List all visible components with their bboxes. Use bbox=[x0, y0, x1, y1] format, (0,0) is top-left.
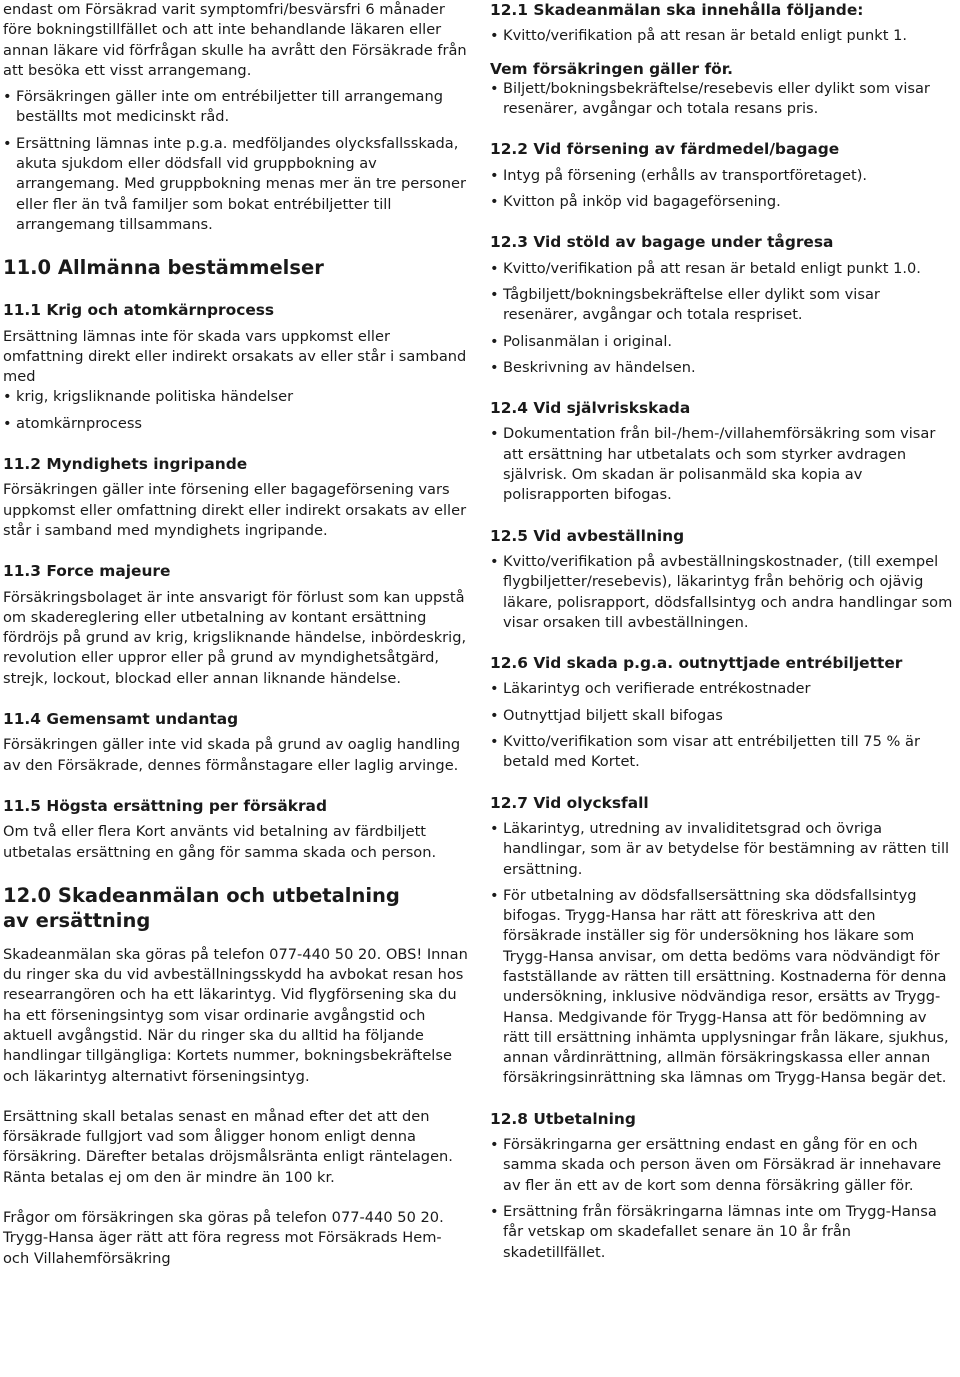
intro-bullets bbox=[3, 87, 471, 235]
list-item: • atomkärnprocess bbox=[3, 414, 471, 434]
section-11-4-text: Försäkringen gäller inte vid skada på grund av oaglig handling av den Försäkrade, dennes förmånstagare eller laglig arvinge. bbox=[3, 736, 461, 774]
section-12-paragraph-3: Frågor om försäkringen ska göras på telefon 077-440 50 20. Trygg-Hansa äger rätt att föra regress mot Försäkrads Hem- och Villahemförsäkring bbox=[3, 1209, 444, 1267]
section-12-paragraph-1: Skadeanmälan ska göras på telefon 077-440 50 20. OBS! Innan du ringer ska du vid avbeställningsskydd ha avbokat resan hos researrangören och ha ett läkarintyg. Vid flygförsening ska du ha ett förseningsintyg som visar ordinarie avgångstid och aktuell avgångstid. När du ringer ska du alltid ha följande handlingar tillgängliga: Kortets nummer, bokningsbekräftelse och läkarintyg alternativt förseningsintyg. bbox=[3, 945, 468, 1085]
section-11-3-title: 11.3 Force majeure bbox=[3, 562, 171, 581]
section-12-5-bullets bbox=[490, 552, 956, 633]
list-item: • Kvitto/verifikation på att resan är betald enligt punkt 1. bbox=[490, 26, 956, 46]
section-12-3-bullets bbox=[490, 259, 956, 378]
list-item: • Outnyttjad biljett skall bifogas bbox=[490, 706, 956, 726]
section-12-1-subtitle: Vem försäkringen gäller för. bbox=[490, 59, 733, 78]
section-11-4-title: 11.4 Gemensamt undantag bbox=[3, 710, 239, 729]
list-item: • Ersättning från försäkringarna lämnas inte om Trygg-Hansa får vetskap om skadefallet senare än 10 år från skadetillfället. bbox=[490, 1202, 956, 1263]
section-12-4-bullets bbox=[490, 424, 956, 505]
left-column bbox=[3, 0, 471, 1269]
section-12-6-title: 12.6 Vid skada p.g.a. outnyttjade entrébiljetter bbox=[490, 654, 903, 673]
section-11-2-title: 11.2 Myndighets ingripande bbox=[3, 455, 248, 474]
section-12-2-bullets bbox=[490, 166, 956, 213]
section-12-7-title: 12.7 Vid olycksfall bbox=[490, 793, 649, 812]
list-item: • Kvitto/verifikation som visar att entrébiljetten till 75 % är betald med Kortet. bbox=[490, 732, 956, 773]
section-12-1-bullets bbox=[490, 26, 956, 46]
right-column bbox=[490, 0, 956, 1263]
list-item: • Försäkringen gäller inte om entrébiljetter till arrangemang beställts mot medicinskt råd. bbox=[3, 87, 471, 128]
section-12-paragraph-2: Ersättning skall betalas senast en månad efter det att den försäkrade fullgjort vad som åligger honom enligt denna försäkring. Därefter betalas dröjsmålsränta enligt räntelagen. Ränta betalas ej om den är mindre än 100 kr. bbox=[3, 1107, 453, 1186]
section-11-1-bullets bbox=[3, 387, 471, 434]
list-item: • krig, krigsliknande politiska händelser bbox=[3, 387, 471, 407]
section-11-2-text: Försäkringen gäller inte försening eller bagageförsening vars uppkomst eller omfattning direkt eller indirekt orsakats av eller står i samband med myndighets ingripande. bbox=[3, 481, 467, 539]
intro-continuation: endast om Försäkrad varit symptomfri/besvärsfri 6 månader före bokningstillfället och att inte behandlande läkaren eller annan läkare vid förfrågan skulle ha avrått den Försäkrade från att besöka ett visst arrangemang. bbox=[3, 1, 467, 79]
list-item: • För utbetalning av dödsfallsersättning ska dödsfallsintyg bifogas. Trygg-Hansa har rätt att föreskriva att den försäkrade inställer sig för undersökning hos läkare som Trygg-Hansa anvisar, om detta bedöms vara nödvändigt för fastställande av rätten till ersättning. Kostnaderna för denna undersökning, inklusive nödvändiga resor, ersätts av Trygg-Hansa. Medgivande för Trygg-Hansa att för bedömning av rätt till ersättning inhämta upplysningar från läkare, sjukhus, annan vårdinrättning, allmän försäkringskassa eller annan försäkringsinrättning ska lämnas om Trygg-Hansa begär det. bbox=[490, 886, 956, 1089]
section-12-3-title: 12.3 Vid stöld av bagage under tågresa bbox=[490, 233, 834, 252]
list-item: • Försäkringarna ger ersättning endast en gång för en och samma skada och person även om Försäkrad är innehavare av fler än ett av de kort som denna försäkring gäller för. bbox=[490, 1135, 956, 1196]
section-12-8-title: 12.8 Utbetalning bbox=[490, 1109, 636, 1128]
section-12-title: 12.0 Skadeanmälan och utbetalning av ersättning bbox=[3, 883, 400, 932]
section-11-1-title: 11.1 Krig och atomkärnprocess bbox=[3, 301, 275, 320]
section-11-title: 11.0 Allmänna bestämmelser bbox=[3, 256, 324, 280]
list-item: • Dokumentation från bil-/hem-/villahemförsäkring som visar att ersättning har utbetalats och som styrker avdragen självrisk. Om skadan är polisanmäld ska kopia av polisrapporten bifogas. bbox=[490, 424, 956, 505]
list-item: • Tågbiljett/bokningsbekräftelse eller dylikt som visar resenärer, avgångar och totala respriset. bbox=[490, 285, 956, 326]
list-item: • Beskrivning av händelsen. bbox=[490, 358, 956, 378]
section-12-8-bullets bbox=[490, 1135, 956, 1263]
section-12-1-title: 12.1 Skadeanmälan ska innehålla följande: bbox=[490, 1, 864, 19]
section-11-5-title: 11.5 Högsta ersättning per försäkrad bbox=[3, 796, 327, 815]
section-12-6-bullets bbox=[490, 679, 956, 772]
section-11-1-text: Ersättning lämnas inte för skada vars uppkomst eller omfattning direkt eller indirekt orsakats av eller står i samband med bbox=[3, 327, 467, 386]
list-item: • Intyg på försening (erhålls av transportföretaget). bbox=[490, 166, 956, 186]
section-12-4-title: 12.4 Vid självriskskada bbox=[490, 399, 691, 418]
section-11-3-text: Försäkringsbolaget är inte ansvarigt för förlust som kan uppstå om skadereglering eller utbetalning av kontant ersättning fördröjs på grund av krig, krigsliknande händelse, inbördeskrig, revolution eller uppror eller på grund av myndighetsåtgärd, strejk, lockout, blockad eller annan liknande händelse. bbox=[3, 588, 467, 687]
list-item: • Kvitto/verifikation på avbeställningskostnader, (till exempel flygbiljetter/resebevis), läkarintyg från behörig och ojävig läkare, polisrapport, dödsfallsintyg och andra handlingar som visar orsaken till avbeställningen. bbox=[490, 552, 956, 633]
list-item: • Biljett/bokningsbekräftelse/resebevis eller dylikt som visar resenärer, avgångar och totala resans pris. bbox=[490, 79, 956, 120]
section-11-5-text: Om två eller flera Kort använts vid betalning av färdbiljett utbetalas ersättning en gång för samma skada och person. bbox=[3, 823, 437, 861]
list-item: • Läkarintyg, utredning av invaliditetsgrad och övriga handlingar, som är av betydelse för bestämning av rätten till ersättning. bbox=[490, 819, 956, 880]
list-item: • Läkarintyg och verifierade entrékostnader bbox=[490, 679, 956, 699]
section-12-7-bullets bbox=[490, 819, 956, 1089]
list-item: • Kvitton på inköp vid bagageförsening. bbox=[490, 192, 956, 212]
section-12-5-title: 12.5 Vid avbeställning bbox=[490, 526, 685, 545]
section-12-1-sub-bullets bbox=[490, 79, 956, 120]
list-item: • Ersättning lämnas inte p.g.a. medföljandes olycksfallsskada, akuta sjukdom eller dödsfall vid gruppbokning av arrangemang. Med gruppbokning menas mer än tre personer eller fler än två familjer som bokat entrébiljetter till arrangemang tillsammans. bbox=[3, 134, 471, 235]
section-12-2-title: 12.2 Vid försening av färdmedel/bagage bbox=[490, 140, 840, 159]
list-item: • Kvitto/verifikation på att resan är betald enligt punkt 1.0. bbox=[490, 259, 956, 279]
list-item: • Polisanmälan i original. bbox=[490, 332, 956, 352]
